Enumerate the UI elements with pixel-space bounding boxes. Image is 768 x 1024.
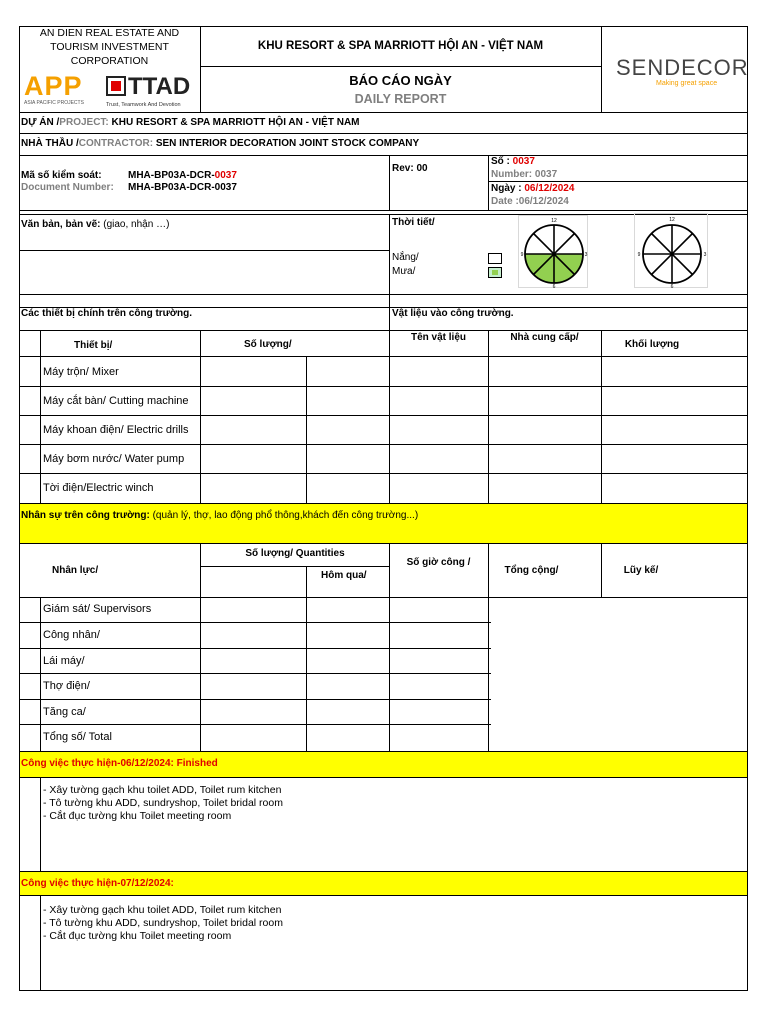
weather-sunny-label: Nắng/ — [392, 252, 419, 263]
number-en: Number: 0037 — [491, 169, 558, 180]
date-en: Date :06/12/2024 — [491, 196, 569, 207]
documents-label: Văn bản, bản vẽ: (giao, nhận …) — [21, 219, 170, 230]
col-quantity: Số lượng/ — [244, 339, 292, 350]
work-tomorrow-line: - Cắt đục tường khu Toilet meeting room — [43, 930, 232, 942]
clock-diagram — [635, 214, 709, 289]
svg-text:6: 6 — [552, 284, 556, 289]
clock-diagram — [519, 216, 589, 289]
col-hours: Số giờ công / — [406, 557, 471, 568]
doc-number-label: Document Number: — [21, 182, 114, 193]
work-today-line: - Xây tường gạch khu toilet ADD, Toilet rum kitchen — [43, 784, 282, 796]
weather-clock-sunny — [518, 215, 588, 288]
col-volume: Khối lượng — [624, 339, 680, 350]
equipment-row: Máy cắt bàn/ Cutting machine — [43, 395, 189, 407]
svg-text:3: 3 — [703, 252, 707, 258]
ttad-icon-inner — [111, 81, 121, 91]
svg-text:3: 3 — [584, 252, 588, 258]
personnel-title: Nhân sự trên công trường: (quản lý, thợ, lao động phổ thông,khách đến công trường...) — [21, 510, 419, 521]
equipment-row: Máy bơm nước/ Water pump — [43, 453, 185, 465]
revision: Rev: 00 — [392, 163, 428, 174]
work-today-line: - Tô tường khu ADD, sundryshop, Toilet bridal room — [43, 797, 283, 809]
app-logo-sub: ASIA PACIFIC PROJECTS — [24, 100, 84, 106]
sunny-checkbox[interactable] — [488, 253, 502, 264]
work-tomorrow-line: - Xây tường gạch khu toilet ADD, Toilet rum kitchen — [43, 904, 282, 916]
work-today-line: - Cắt đục tường khu Toilet meeting room — [43, 810, 232, 822]
report-title-vn: BÁO CÁO NGÀY — [349, 73, 452, 88]
weather-clock-rain — [634, 213, 708, 288]
col-cumulative: Lũy kế/ — [623, 565, 659, 576]
personnel-section-band — [19, 503, 747, 543]
work-today-title: Công việc thực hiện-06/12/2024: Finished — [21, 758, 218, 769]
col-yesterday: Hôm qua/ — [321, 570, 367, 581]
personnel-row: Lái máy/ — [43, 655, 85, 667]
rain-checkbox-fill — [492, 270, 498, 275]
rain-checkbox[interactable] — [488, 267, 502, 278]
col-resource: Nhân lực/ — [52, 565, 99, 576]
ttad-logo-sub: Trust, Teamwork And Devotion — [106, 102, 181, 108]
ttad-logo-text: TTAD — [128, 73, 191, 100]
project-row: DỰ ÁN /PROJECT: KHU RESORT & SPA MARRIOTT HỘI AN - VIỆT NAM — [21, 117, 360, 128]
svg-text:9: 9 — [637, 252, 641, 258]
equipment-title: Các thiết bị chính trên công trường. — [21, 308, 193, 319]
equipment-row: Máy khoan điện/ Electric drills — [43, 424, 189, 436]
app-logo-text: APP — [24, 71, 83, 101]
col-total: Tổng cộng/ — [504, 565, 559, 576]
work-tomorrow-line: - Tô tường khu ADD, sundryshop, Toilet bridal room — [43, 917, 283, 929]
personnel-row: Giám sát/ Supervisors — [43, 603, 152, 615]
weather-rain-label: Mưa/ — [392, 266, 416, 277]
ngay-row: Ngày : 06/12/2024 — [491, 183, 575, 194]
doc-code-value: MHA-BP03A-DCR-0037 — [128, 170, 237, 181]
col-material-name: Tên vật liệu — [410, 332, 466, 343]
doc-number-value: MHA-BP03A-DCR-0037 — [128, 182, 237, 193]
work-tomorrow-title: Công việc thực hiện-07/12/2024: — [21, 878, 174, 889]
personnel-row: Tổng số/ Total — [43, 731, 112, 743]
personnel-row: Thợ điện/ — [43, 680, 90, 692]
equipment-row: Tời điện/Electric winch — [43, 482, 154, 494]
materials-title: Vật liệu vào công trường. — [392, 308, 514, 319]
sendecor-tagline: Making great space — [656, 80, 718, 87]
personnel-row: Công nhân/ — [43, 629, 100, 641]
equipment-row: Máy trộn/ Mixer — [43, 366, 119, 378]
svg-text:12: 12 — [669, 217, 675, 223]
svg-text:9: 9 — [520, 252, 524, 258]
col-device: Thiết bị/ — [74, 340, 113, 351]
project-title: KHU RESORT & SPA MARRIOTT HỘI AN - VIỆT NAM — [257, 40, 544, 52]
contractor-row: NHÀ THẦU /CONTRACTOR: SEN INTERIOR DECORATION JOINT STOCK COMPANY — [21, 138, 420, 149]
so-row: Số : 0037 — [491, 156, 535, 167]
col-supplier: Nhà cung cấp/ — [510, 332, 579, 343]
personnel-row: Tăng ca/ — [43, 706, 86, 718]
report-title-en: DAILY REPORT — [354, 92, 447, 106]
sendecor-logo-text: SENDECOR — [616, 55, 749, 80]
weather-label: Thời tiết/ — [392, 217, 435, 228]
col-quantities: Số lượng/ Quantities — [245, 548, 345, 559]
svg-text:6: 6 — [670, 284, 674, 289]
doc-code-label: Mã số kiểm soát: — [21, 170, 102, 181]
svg-text:12: 12 — [551, 218, 557, 224]
